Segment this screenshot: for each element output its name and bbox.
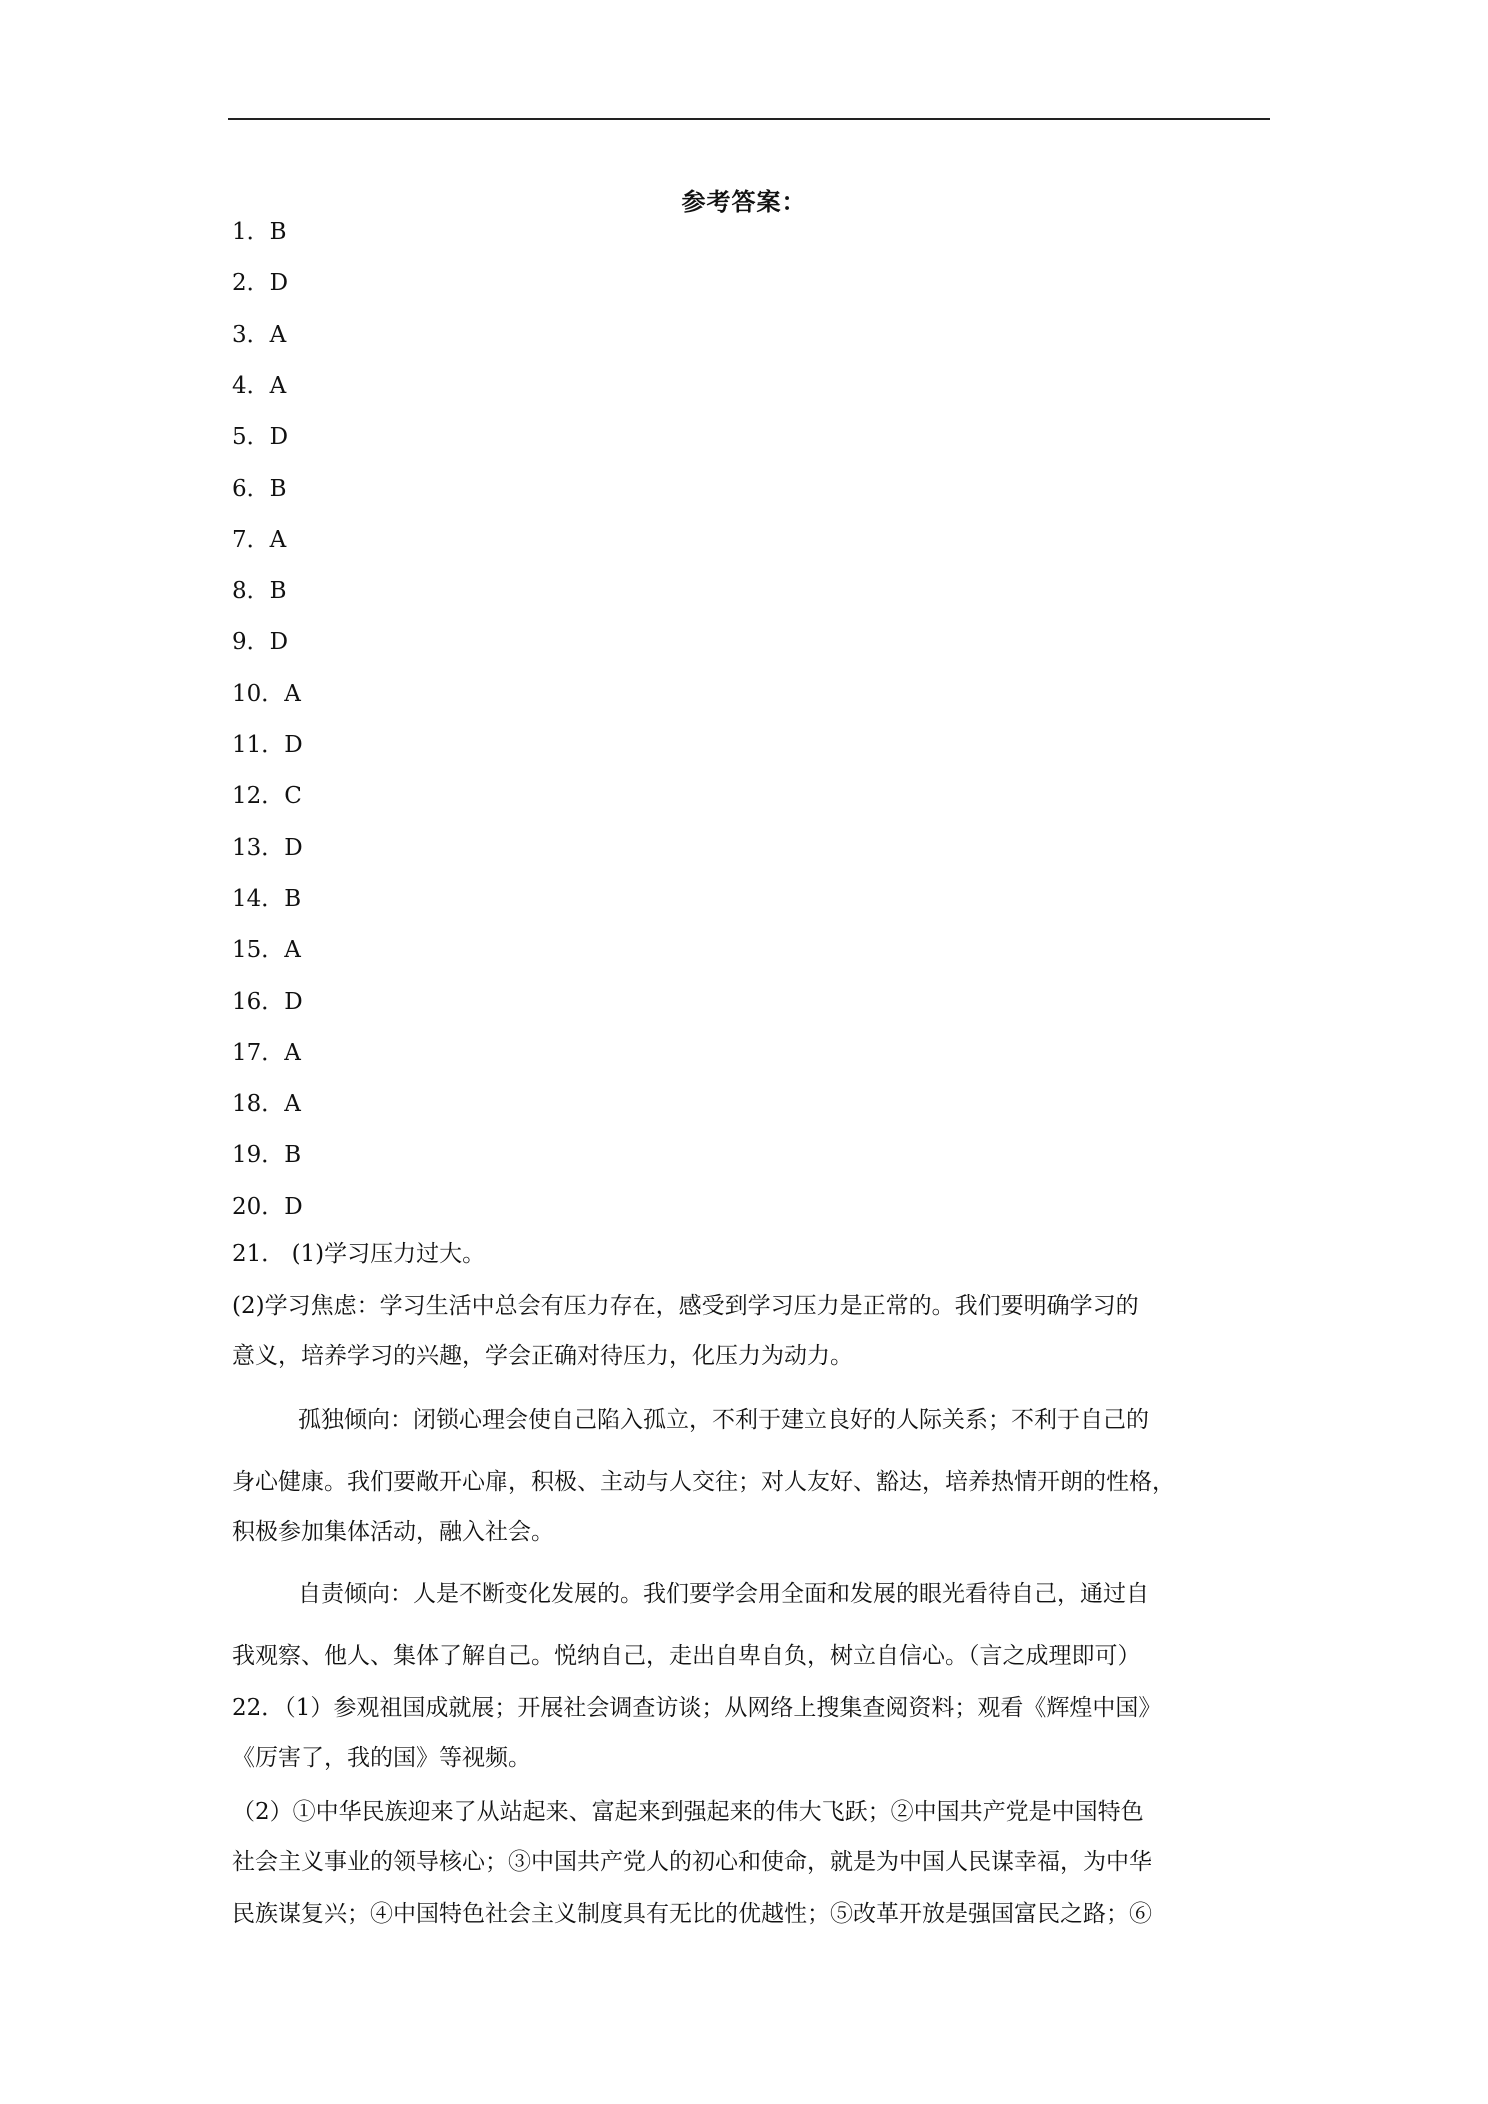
q22-line-2: 《厉害了，我的国》等视频。 <box>232 1745 531 1771</box>
q22-line-1: 22．（1）参观祖国成就展；开展社会调查访谈；从网络上搜集查阅资料；观看《辉煌中国》 <box>232 1695 1162 1721</box>
answer-item <box>232 885 301 913</box>
answer-letter: D <box>269 424 289 450</box>
answer-letter: A <box>284 1040 301 1066</box>
answer-letter: D <box>269 629 289 655</box>
answer-letter: C <box>284 783 302 809</box>
answer-letter: A <box>269 322 287 348</box>
answer-number: 1． <box>232 219 270 245</box>
q21-part2-line-1: (2)学习焦虑：学习生活中总会有压力存在，感受到学习压力是正常的。我们要明确学习的 <box>232 1293 1139 1319</box>
q22-line-4: 社会主义事业的领导核心；③中国共产党人的初心和使命，就是为中国人民谋幸福，为中华 <box>232 1849 1152 1875</box>
header-rule <box>228 118 1270 120</box>
answer-letter: D <box>284 1194 303 1220</box>
answer-letter: D <box>269 270 289 296</box>
answer-number: 20． <box>232 1194 285 1220</box>
answer-number: 3． <box>232 322 270 348</box>
answer-number: 8． <box>232 578 270 604</box>
answer-letter: A <box>269 527 287 553</box>
answer-number: 9． <box>232 629 270 655</box>
answer-letter: B <box>284 1142 302 1168</box>
answer-number: 7． <box>232 527 270 553</box>
answer-number: 12． <box>232 783 285 809</box>
answer-letter: B <box>284 886 302 912</box>
q21-part2-line-2: 意义，培养学习的兴趣，学会正确对待压力，化压力为动力。 <box>232 1343 853 1369</box>
answer-number: 15． <box>232 937 285 963</box>
answer-number: 11． <box>232 732 285 758</box>
q21-line-1: 21． (1)学习压力过大。 <box>232 1241 486 1267</box>
q21-isolation-line-1: 孤独倾向：闭锁心理会使自己陷入孤立，不利于建立良好的人际关系；不利于自己的 <box>298 1407 1149 1433</box>
answer-number: 6． <box>232 476 270 502</box>
answer-item <box>232 1090 301 1118</box>
answer-item <box>232 475 287 503</box>
answer-number: 5． <box>232 424 270 450</box>
q21-isolation-line-3: 积极参加集体活动，融入社会。 <box>232 1519 554 1545</box>
answer-number: 18． <box>232 1091 285 1117</box>
page-title: 参考答案： <box>681 187 807 216</box>
answer-item <box>232 988 303 1016</box>
answer-item <box>232 936 301 964</box>
q21-selfblame-line-2: 我观察、他人、集体了解自己。悦纳自己，走出自卑自负，树立自信心。（言之成理即可） <box>232 1643 1141 1669</box>
answer-item <box>232 731 303 759</box>
answer-letter: B <box>269 476 287 502</box>
answer-item <box>232 1039 301 1067</box>
answer-letter: A <box>284 681 301 707</box>
answer-item <box>232 782 302 810</box>
q22-line-5: 民族谋复兴；④中国特色社会主义制度具有无比的优越性；⑤改革开放是强国富民之路；⑥ <box>232 1901 1152 1927</box>
answer-item <box>232 1141 301 1169</box>
answer-item <box>232 680 301 708</box>
answer-letter: D <box>284 732 303 758</box>
answer-letter: D <box>284 989 303 1015</box>
answer-item <box>232 269 288 297</box>
answer-number: 10． <box>232 681 285 707</box>
answer-item <box>232 423 288 451</box>
answer-item <box>232 577 287 605</box>
answer-item <box>232 1193 303 1221</box>
answer-number: 13． <box>232 835 285 861</box>
answer-letter: D <box>284 835 303 861</box>
answer-letter: A <box>284 1091 301 1117</box>
answer-letter: A <box>284 937 301 963</box>
answer-item <box>232 526 286 554</box>
q22-line-3: （2）①中华民族迎来了从站起来、富起来到强起来的伟大飞跃；②中国共产党是中国特色 <box>232 1799 1144 1825</box>
answer-item <box>232 218 287 246</box>
q21-isolation-line-2: 身心健康。我们要敞开心扉，积极、主动与人交往；对人友好、豁达，培养热情开朗的性格， <box>232 1469 1175 1495</box>
answer-number: 2． <box>232 270 270 296</box>
answer-item <box>232 372 286 400</box>
answer-letter: B <box>269 219 287 245</box>
answer-item <box>232 321 286 349</box>
answer-letter: A <box>269 373 287 399</box>
answer-number: 17． <box>232 1040 285 1066</box>
q21-selfblame-line-1: 自责倾向：人是不断变化发展的。我们要学会用全面和发展的眼光看待自己，通过自 <box>298 1581 1149 1607</box>
answer-item <box>232 628 288 656</box>
answer-item <box>232 834 303 862</box>
answer-number: 16． <box>232 989 285 1015</box>
answer-number: 4． <box>232 373 270 399</box>
answer-number: 19． <box>232 1142 285 1168</box>
answer-number: 14． <box>232 886 285 912</box>
answer-letter: B <box>269 578 287 604</box>
